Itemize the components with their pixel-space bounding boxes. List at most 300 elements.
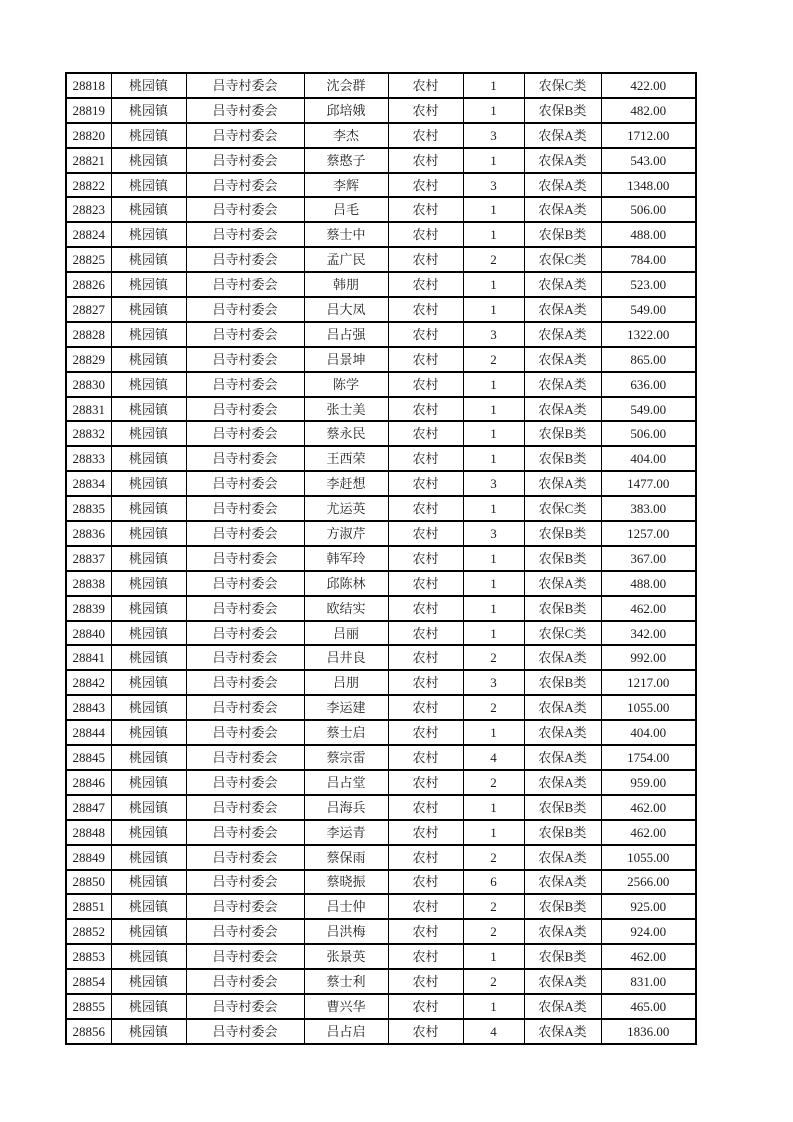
cell-amount: 1055.00 [601,695,696,720]
cell-amount: 367.00 [601,546,696,571]
table-row [66,123,696,148]
cell-id: 28819 [66,98,111,123]
cell-name: 邱陈林 [304,571,388,596]
cell-village: 吕寺村委会 [186,944,304,969]
cell-amount: 1322.00 [601,322,696,347]
table-row [66,496,696,521]
cell-insurance: 农保A类 [524,322,601,347]
cell-id: 28836 [66,521,111,546]
table-row [66,894,696,919]
cell-count: 2 [463,247,524,272]
cell-village: 吕寺村委会 [186,471,304,496]
cell-category: 农村 [388,621,463,646]
cell-insurance: 农保B类 [524,521,601,546]
cell-amount: 1055.00 [601,845,696,870]
cell-amount: 959.00 [601,770,696,795]
table-row [66,820,696,845]
table-row [66,546,696,571]
cell-amount: 422.00 [601,73,696,98]
cell-name: 韩军玲 [304,546,388,571]
cell-insurance: 农保C类 [524,73,601,98]
cell-count: 1 [463,546,524,571]
cell-insurance: 农保B类 [524,446,601,471]
cell-id: 28849 [66,845,111,870]
cell-category: 农村 [388,695,463,720]
cell-count: 4 [463,745,524,770]
cell-village: 吕寺村委会 [186,770,304,795]
table-row [66,521,696,546]
cell-town: 桃园镇 [111,98,186,123]
cell-insurance: 农保A类 [524,173,601,198]
cell-count: 1 [463,720,524,745]
cell-insurance: 农保C类 [524,621,601,646]
cell-id: 28856 [66,1019,111,1044]
cell-village: 吕寺村委会 [186,994,304,1019]
cell-amount: 506.00 [601,197,696,222]
cell-amount: 1477.00 [601,471,696,496]
cell-category: 农村 [388,397,463,422]
cell-id: 28838 [66,571,111,596]
cell-category: 农村 [388,820,463,845]
cell-category: 农村 [388,421,463,446]
cell-name: 李运青 [304,820,388,845]
cell-amount: 465.00 [601,994,696,1019]
cell-name: 蔡士中 [304,222,388,247]
cell-insurance: 农保A类 [524,197,601,222]
cell-town: 桃园镇 [111,994,186,1019]
cell-town: 桃园镇 [111,197,186,222]
cell-insurance: 农保B类 [524,820,601,845]
table-row [66,73,696,98]
table-body [66,73,696,1044]
cell-count: 2 [463,347,524,372]
cell-count: 1 [463,820,524,845]
cell-village: 吕寺村委会 [186,496,304,521]
cell-amount: 549.00 [601,397,696,422]
cell-category: 农村 [388,247,463,272]
cell-insurance: 农保A类 [524,297,601,322]
cell-village: 吕寺村委会 [186,1019,304,1044]
cell-count: 1 [463,397,524,422]
cell-name: 李杰 [304,123,388,148]
cell-town: 桃园镇 [111,720,186,745]
cell-name: 韩朋 [304,272,388,297]
table-row [66,173,696,198]
table-row [66,645,696,670]
cell-category: 农村 [388,546,463,571]
cell-count: 6 [463,870,524,895]
cell-count: 3 [463,670,524,695]
cell-town: 桃园镇 [111,969,186,994]
cell-id: 28834 [66,471,111,496]
cell-insurance: 农保C类 [524,247,601,272]
cell-amount: 925.00 [601,894,696,919]
cell-town: 桃园镇 [111,471,186,496]
cell-category: 农村 [388,347,463,372]
cell-category: 农村 [388,297,463,322]
cell-name: 李运建 [304,695,388,720]
cell-category: 农村 [388,173,463,198]
cell-town: 桃园镇 [111,247,186,272]
cell-village: 吕寺村委会 [186,247,304,272]
cell-id: 28829 [66,347,111,372]
cell-category: 农村 [388,795,463,820]
cell-village: 吕寺村委会 [186,123,304,148]
cell-name: 吕大凤 [304,297,388,322]
cell-id: 28844 [66,720,111,745]
cell-name: 蔡永民 [304,421,388,446]
cell-category: 农村 [388,596,463,621]
cell-village: 吕寺村委会 [186,745,304,770]
table-row [66,795,696,820]
cell-id: 28850 [66,870,111,895]
cell-name: 吕占堂 [304,770,388,795]
table-row [66,372,696,397]
cell-insurance: 农保A类 [524,272,601,297]
cell-id: 28841 [66,645,111,670]
cell-name: 蔡晓振 [304,870,388,895]
cell-category: 农村 [388,720,463,745]
cell-count: 3 [463,471,524,496]
cell-village: 吕寺村委会 [186,322,304,347]
cell-name: 王西荣 [304,446,388,471]
cell-category: 农村 [388,745,463,770]
table-row [66,471,696,496]
cell-town: 桃园镇 [111,446,186,471]
cell-id: 28827 [66,297,111,322]
cell-amount: 523.00 [601,272,696,297]
cell-name: 曹兴华 [304,994,388,1019]
table-row [66,222,696,247]
cell-name: 蔡士启 [304,720,388,745]
cell-category: 农村 [388,222,463,247]
table-row [66,571,696,596]
cell-village: 吕寺村委会 [186,820,304,845]
cell-amount: 1348.00 [601,173,696,198]
cell-village: 吕寺村委会 [186,621,304,646]
cell-category: 农村 [388,571,463,596]
cell-amount: 1217.00 [601,670,696,695]
cell-amount: 543.00 [601,148,696,173]
cell-count: 2 [463,894,524,919]
cell-count: 3 [463,173,524,198]
cell-amount: 924.00 [601,919,696,944]
cell-insurance: 农保A类 [524,770,601,795]
cell-category: 农村 [388,123,463,148]
cell-category: 农村 [388,372,463,397]
cell-town: 桃园镇 [111,521,186,546]
cell-name: 李赶想 [304,471,388,496]
cell-insurance: 农保A类 [524,695,601,720]
cell-town: 桃园镇 [111,670,186,695]
cell-category: 农村 [388,322,463,347]
cell-name: 吕占启 [304,1019,388,1044]
cell-village: 吕寺村委会 [186,695,304,720]
table-row [66,695,696,720]
cell-amount: 482.00 [601,98,696,123]
cell-count: 2 [463,645,524,670]
cell-insurance: 农保B类 [524,98,601,123]
cell-town: 桃园镇 [111,870,186,895]
cell-town: 桃园镇 [111,372,186,397]
cell-insurance: 农保A类 [524,969,601,994]
cell-name: 吕士仲 [304,894,388,919]
cell-count: 1 [463,571,524,596]
cell-id: 28818 [66,73,111,98]
cell-insurance: 农保A类 [524,471,601,496]
cell-town: 桃园镇 [111,770,186,795]
cell-amount: 831.00 [601,969,696,994]
cell-town: 桃园镇 [111,919,186,944]
cell-id: 28852 [66,919,111,944]
cell-category: 农村 [388,894,463,919]
table-row [66,870,696,895]
cell-name: 蔡宗雷 [304,745,388,770]
cell-village: 吕寺村委会 [186,148,304,173]
cell-town: 桃园镇 [111,1019,186,1044]
cell-insurance: 农保A类 [524,919,601,944]
cell-count: 3 [463,123,524,148]
cell-count: 1 [463,421,524,446]
cell-category: 农村 [388,919,463,944]
cell-count: 2 [463,919,524,944]
table-row [66,720,696,745]
cell-id: 28830 [66,372,111,397]
cell-town: 桃园镇 [111,123,186,148]
cell-village: 吕寺村委会 [186,645,304,670]
table-row [66,297,696,322]
cell-amount: 1257.00 [601,521,696,546]
cell-id: 28832 [66,421,111,446]
cell-count: 1 [463,222,524,247]
cell-village: 吕寺村委会 [186,870,304,895]
cell-town: 桃园镇 [111,571,186,596]
cell-insurance: 农保A类 [524,148,601,173]
cell-name: 蔡憨子 [304,148,388,173]
cell-village: 吕寺村委会 [186,546,304,571]
cell-category: 农村 [388,98,463,123]
cell-id: 28840 [66,621,111,646]
cell-amount: 549.00 [601,297,696,322]
cell-town: 桃园镇 [111,845,186,870]
cell-count: 2 [463,845,524,870]
cell-amount: 865.00 [601,347,696,372]
table-row [66,845,696,870]
cell-id: 28835 [66,496,111,521]
table-row [66,421,696,446]
cell-town: 桃园镇 [111,496,186,521]
cell-town: 桃园镇 [111,695,186,720]
cell-id: 28822 [66,173,111,198]
cell-id: 28825 [66,247,111,272]
table-row [66,919,696,944]
cell-town: 桃园镇 [111,795,186,820]
cell-id: 28843 [66,695,111,720]
cell-insurance: 农保C类 [524,496,601,521]
cell-insurance: 农保A类 [524,845,601,870]
cell-amount: 2566.00 [601,870,696,895]
cell-amount: 383.00 [601,496,696,521]
cell-name: 方淑芹 [304,521,388,546]
cell-category: 农村 [388,471,463,496]
cell-id: 28855 [66,994,111,1019]
cell-town: 桃园镇 [111,148,186,173]
cell-count: 3 [463,521,524,546]
cell-id: 28828 [66,322,111,347]
cell-category: 农村 [388,496,463,521]
cell-category: 农村 [388,148,463,173]
cell-count: 3 [463,322,524,347]
table-row [66,770,696,795]
cell-amount: 636.00 [601,372,696,397]
cell-amount: 462.00 [601,820,696,845]
table-row [66,621,696,646]
cell-category: 农村 [388,1019,463,1044]
cell-insurance: 农保A类 [524,397,601,422]
cell-name: 李辉 [304,173,388,198]
cell-id: 28854 [66,969,111,994]
cell-insurance: 农保B类 [524,670,601,695]
cell-id: 28851 [66,894,111,919]
cell-village: 吕寺村委会 [186,272,304,297]
table-row [66,98,696,123]
cell-name: 张景英 [304,944,388,969]
cell-category: 农村 [388,770,463,795]
cell-name: 吕毛 [304,197,388,222]
cell-count: 1 [463,994,524,1019]
cell-village: 吕寺村委会 [186,969,304,994]
cell-town: 桃园镇 [111,894,186,919]
cell-count: 1 [463,496,524,521]
cell-village: 吕寺村委会 [186,73,304,98]
cell-category: 农村 [388,446,463,471]
cell-id: 28820 [66,123,111,148]
cell-count: 1 [463,372,524,397]
cell-name: 邱培娥 [304,98,388,123]
table-row [66,446,696,471]
table-row [66,322,696,347]
cell-category: 农村 [388,870,463,895]
cell-town: 桃园镇 [111,397,186,422]
cell-id: 28845 [66,745,111,770]
cell-name: 欧结实 [304,596,388,621]
cell-insurance: 农保B类 [524,222,601,247]
cell-id: 28823 [66,197,111,222]
cell-town: 桃园镇 [111,322,186,347]
cell-count: 1 [463,98,524,123]
cell-village: 吕寺村委会 [186,521,304,546]
cell-count: 1 [463,596,524,621]
cell-name: 蔡士利 [304,969,388,994]
cell-count: 1 [463,944,524,969]
cell-village: 吕寺村委会 [186,795,304,820]
cell-town: 桃园镇 [111,944,186,969]
cell-count: 2 [463,695,524,720]
cell-amount: 784.00 [601,247,696,272]
cell-village: 吕寺村委会 [186,670,304,695]
cell-insurance: 农保A类 [524,645,601,670]
cell-insurance: 农保A类 [524,870,601,895]
cell-name: 吕洪梅 [304,919,388,944]
cell-town: 桃园镇 [111,820,186,845]
table-row [66,745,696,770]
cell-amount: 462.00 [601,795,696,820]
cell-village: 吕寺村委会 [186,845,304,870]
cell-name: 尤运英 [304,496,388,521]
cell-category: 农村 [388,197,463,222]
table-row [66,1019,696,1044]
cell-village: 吕寺村委会 [186,720,304,745]
cell-id: 28847 [66,795,111,820]
cell-amount: 404.00 [601,446,696,471]
cell-id: 28821 [66,148,111,173]
table-row [66,969,696,994]
cell-amount: 462.00 [601,944,696,969]
cell-count: 1 [463,621,524,646]
cell-name: 吕丽 [304,621,388,646]
cell-count: 1 [463,272,524,297]
cell-id: 28846 [66,770,111,795]
table-row [66,197,696,222]
cell-village: 吕寺村委会 [186,297,304,322]
cell-insurance: 农保A类 [524,123,601,148]
cell-id: 28842 [66,670,111,695]
cell-town: 桃园镇 [111,745,186,770]
cell-count: 2 [463,969,524,994]
cell-insurance: 农保B类 [524,894,601,919]
cell-name: 陈学 [304,372,388,397]
cell-town: 桃园镇 [111,645,186,670]
cell-id: 28833 [66,446,111,471]
cell-town: 桃园镇 [111,621,186,646]
cell-amount: 1754.00 [601,745,696,770]
cell-name: 孟广民 [304,247,388,272]
cell-count: 1 [463,73,524,98]
cell-insurance: 农保A类 [524,372,601,397]
cell-town: 桃园镇 [111,347,186,372]
cell-category: 农村 [388,944,463,969]
cell-town: 桃园镇 [111,272,186,297]
cell-name: 吕占强 [304,322,388,347]
cell-category: 农村 [388,670,463,695]
cell-town: 桃园镇 [111,222,186,247]
cell-insurance: 农保A类 [524,720,601,745]
cell-amount: 1712.00 [601,123,696,148]
cell-count: 2 [463,770,524,795]
cell-village: 吕寺村委会 [186,222,304,247]
cell-village: 吕寺村委会 [186,372,304,397]
cell-name: 吕景坤 [304,347,388,372]
cell-count: 4 [463,1019,524,1044]
cell-count: 1 [463,297,524,322]
cell-insurance: 农保A类 [524,571,601,596]
cell-village: 吕寺村委会 [186,596,304,621]
cell-insurance: 农保B类 [524,795,601,820]
payment-table [65,72,697,1045]
cell-id: 28831 [66,397,111,422]
cell-village: 吕寺村委会 [186,571,304,596]
cell-amount: 342.00 [601,621,696,646]
cell-village: 吕寺村委会 [186,98,304,123]
cell-id: 28839 [66,596,111,621]
table-row [66,247,696,272]
cell-name: 吕海兵 [304,795,388,820]
cell-id: 28848 [66,820,111,845]
cell-amount: 404.00 [601,720,696,745]
cell-name: 沈会群 [304,73,388,98]
table-row [66,670,696,695]
cell-category: 农村 [388,994,463,1019]
